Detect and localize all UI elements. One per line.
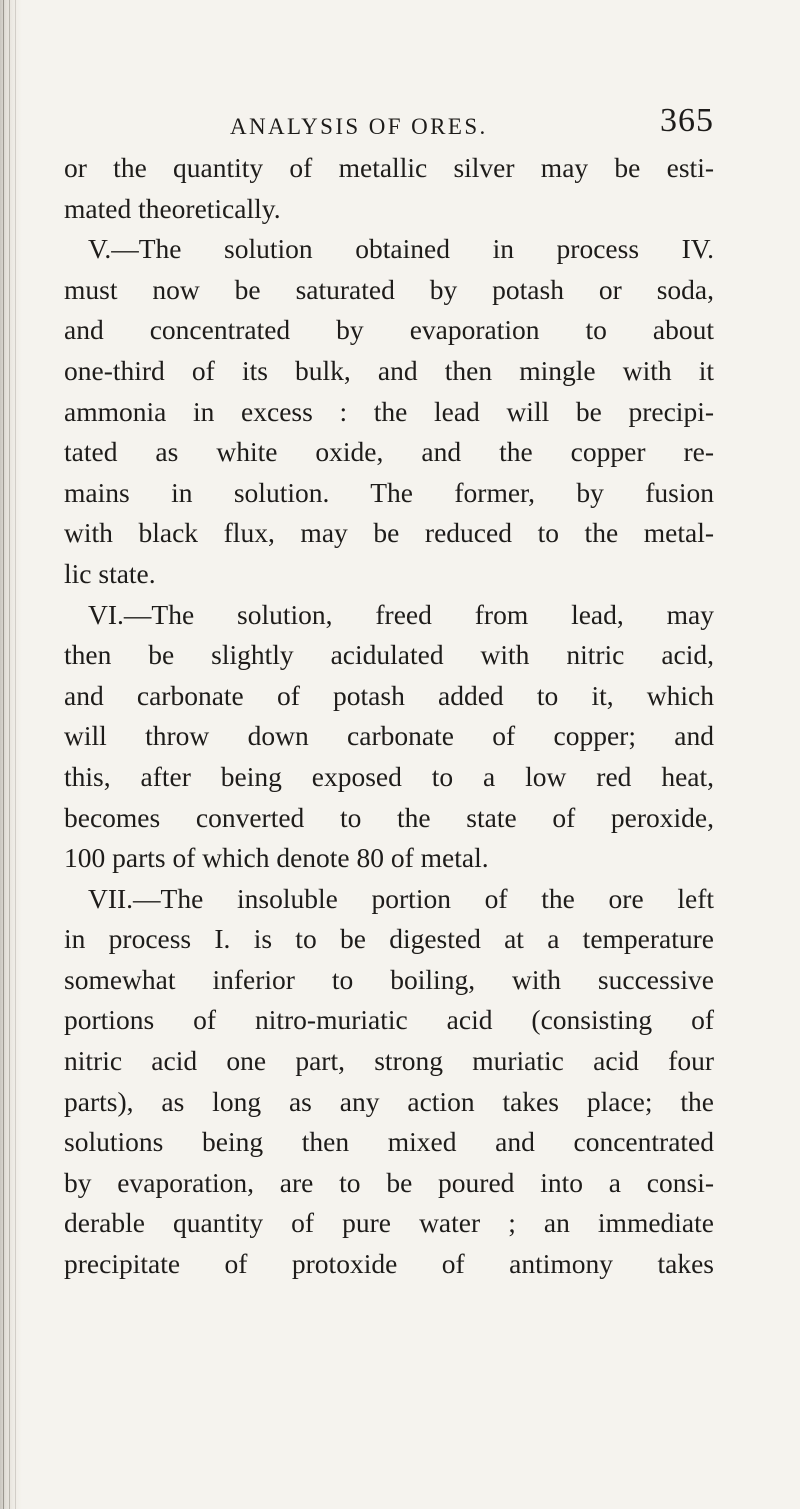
text-line: lic state.	[64, 557, 156, 589]
page-gutter	[0, 0, 22, 1509]
page-header	[150, 100, 720, 150]
text-line: and carbonate of potash added to it, which	[64, 679, 714, 711]
paragraph-start-vi: VI.—The solution, freed from lead, may	[88, 598, 714, 630]
text-line: somewhat inferior to boiling, with successive	[64, 963, 714, 995]
text-line: and concentrated by evaporation to about	[64, 314, 714, 346]
text-line: one-third of its bulk, and then mingle with it	[64, 354, 714, 386]
text-line: in process I. is to be digested at a temperature	[64, 923, 714, 955]
text-line: nitric acid one part, strong muriatic acid four	[64, 1045, 714, 1077]
body-text	[64, 148, 714, 1285]
text-line: mated theoretically.	[64, 192, 281, 224]
text-line: ammonia in excess : the lead will be precipi-	[64, 395, 714, 427]
text-line: by evaporation, are to be poured into a consi-	[64, 1166, 714, 1198]
paragraph-start-vii: VII.—The insoluble portion of the ore left	[88, 882, 714, 914]
text-line: becomes converted to the state of peroxide,	[64, 801, 714, 833]
text-line: tated as white oxide, and the copper re-	[64, 436, 714, 468]
text-line: solutions being then mixed and concentrated	[64, 1126, 714, 1158]
text-line: 100 parts of which denote 80 of metal.	[64, 842, 489, 874]
text-line: parts), as long as any action takes place; the	[64, 1085, 714, 1117]
text-line: precipitate of protoxide of antimony takes	[64, 1248, 714, 1280]
text-line: then be slightly acidulated with nitric acid,	[64, 639, 714, 671]
text-line: with black flux, may be reduced to the metal-	[64, 517, 714, 549]
gutter-line	[15, 0, 16, 1509]
page-number: 365	[660, 102, 714, 139]
paragraph-start-v: V.—The solution obtained in process IV.	[88, 233, 714, 265]
text-line: this, after being exposed to a low red heat,	[64, 760, 714, 792]
text-line: derable quantity of pure water ; an immediate	[64, 1207, 714, 1239]
gutter-line	[3, 0, 4, 1509]
text-line: must now be saturated by potash or soda,	[64, 273, 714, 305]
text-line: mains in solution. The former, by fusion	[64, 476, 714, 508]
running-head: ANALYSIS OF ORES.	[230, 114, 488, 139]
text-line: portions of nitro-muriatic acid (consisting of	[64, 1004, 714, 1036]
gutter-line	[9, 0, 10, 1509]
text-line: or the quantity of metallic silver may be esti-	[64, 152, 714, 183]
text-line: will throw down carbonate of copper; and	[64, 720, 714, 752]
